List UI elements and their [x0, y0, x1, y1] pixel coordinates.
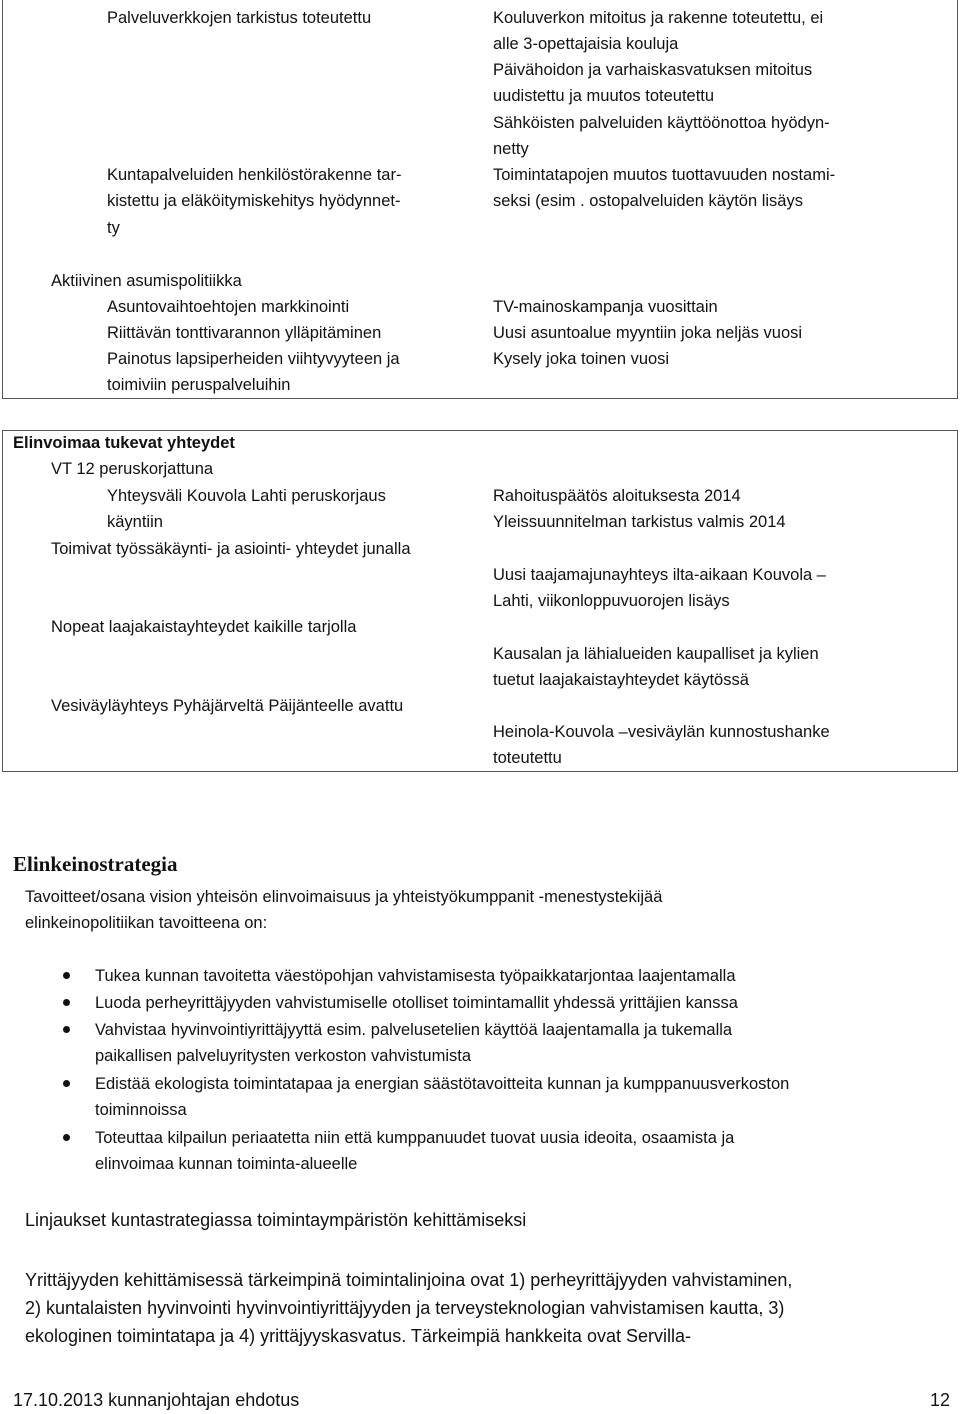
bullet-dot	[63, 972, 70, 979]
bullet-dot	[63, 999, 70, 1006]
yhteysvali-left-1: Yhteysväli Kouvola Lahti peruskorjaus	[107, 487, 386, 505]
asumis-item-3: Painotus lapsiperheiden viihtyvyyteen ja	[107, 350, 400, 368]
henkilosto-line-1: Kuntapalveluiden henkilöstörakenne tar-	[107, 166, 402, 184]
yhteysvali-right-1: Rahoituspäätös aloituksesta 2014	[493, 487, 741, 505]
yhteysvali-right-2: Yleissuunnitelman tarkistus valmis 2014	[493, 513, 786, 531]
bullet-4-line-2: toiminnoissa	[95, 1101, 187, 1119]
bullet-dot	[63, 1134, 70, 1141]
junalla-left: Toimivat työssäkäynti- ja asiointi- yhteydet junalla	[51, 540, 411, 558]
paragraph-line-1: Yrittäjyyden kehittämisessä tärkeimpinä toimintalinjoina ovat 1) perheyrittäjyyden vahvistaminen,	[25, 1270, 793, 1290]
bullet-4-line-1: Edistää ekologista toimintatapaa ja energian säästötavoitteita kunnan ja kumppanuusverkoston	[95, 1075, 790, 1093]
bullet-5-line-2: elinvoimaa kunnan toiminta-alueelle	[95, 1155, 358, 1173]
junalla-right-2: Lahti, viikonloppuvuorojen lisäys	[493, 592, 730, 610]
bullet-5-line-1: Toteuttaa kilpailun periaatetta niin että kumppanuudet tuovat uusia ideoita, osaamista ja	[95, 1129, 735, 1147]
bullet-1-line-1: Tukea kunnan tavoitetta väestöpohjan vahvistamisesta työpaikkatarjontaa laajentamalla	[95, 967, 736, 985]
asumis-outcome-3: Kysely joka toinen vuosi	[493, 350, 670, 368]
connections-title: Elinvoimaa tukevat yhteydet	[13, 434, 235, 452]
bullet-3-line-1: Vahvistaa hyvinvointiyrittäjyyttä esim. palvelusetelien käyttöä laajentamalla ja tukemalla	[95, 1021, 733, 1039]
asumis-outcome-1: TV-mainoskampanja vuosittain	[493, 298, 718, 316]
bullet-3-line-2: paikallisen palveluyritysten verkoston vahvistumista	[95, 1047, 472, 1065]
vesivayla-right-2: toteutettu	[493, 749, 562, 767]
henkilosto-line-3: ty	[107, 219, 120, 237]
junalla-right-1: Uusi taajamajunayhteys ilta-aikaan Kouvola –	[493, 566, 826, 584]
intro-line-1: Tavoitteet/osana vision yhteisön elinvoimaisuus ja yhteistyökumppanit -menestystekijää	[25, 888, 663, 906]
bullet-dot	[63, 1026, 70, 1033]
outcome-line-8: seksi (esim . ostopalveluiden käytön lisäys	[493, 192, 803, 210]
outcome-line-3: Päivähoidon ja varhaiskasvatuksen mitoitus	[493, 61, 813, 79]
palveluverkko-text: Palveluverkkojen tarkistus toteutettu	[107, 9, 372, 27]
asumis-outcome-2: Uusi asuntoalue myyntiin joka neljäs vuosi	[493, 324, 803, 342]
laajakaista-right-2: tuetut laajakaistayhteydet käytössä	[493, 671, 749, 689]
bullet-2-line-1: Luoda perheyrittäjyyden vahvistumiselle otolliset toimintamallit yhdessä yrittäjien kanssa	[95, 994, 738, 1012]
outcome-line-4: uudistettu ja muutos toteutettu	[493, 87, 715, 105]
outcome-line-5: Sähköisten palveluiden käyttöönottoa hyödyn-	[493, 114, 830, 132]
vesivayla-left: Vesiväyläyhteys Pyhäjärveltä Päijänteelle avattu	[51, 697, 404, 715]
footer-date: 17.10.2013 kunnanjohtajan ehdotus	[13, 1390, 300, 1410]
paragraph-line-3: ekologinen toimintatapa ja 4) yrittäjyyskasvatus. Tärkeimpiä hankkeita ovat Servilla-	[25, 1326, 691, 1346]
bullet-dot	[63, 1080, 70, 1087]
asumispolitiikka-title: Aktiivinen asumispolitiikka	[51, 272, 242, 290]
intro-line-2: elinkeinopolitiikan tavoitteena on:	[25, 914, 268, 932]
paragraph-line-2: 2) kuntalaisten hyvinvointi hyvinvointiyrittäjyyden ja terveysteknologian vahvistamisen kautta, 3)	[25, 1298, 785, 1318]
outcome-line-7: Toimintatapojen muutos tuottavuuden nostami-	[493, 166, 836, 184]
henkilosto-line-2: kistettu ja eläköitymiskehitys hyödynnet-	[107, 192, 401, 210]
laajakaista-left: Nopeat laajakaistayhteydet kaikille tarjolla	[51, 618, 357, 636]
asumis-item-2: Riittävän tonttivarannon ylläpitäminen	[107, 324, 382, 342]
asumis-item-1: Asuntovaihtoehtojen markkinointi	[107, 298, 350, 316]
yhteysvali-left-2: käyntiin	[107, 513, 163, 531]
outcome-line-1: Kouluverkon mitoitus ja rakenne toteutettu, ei	[493, 9, 824, 27]
vt12-text: VT 12 peruskorjattuna	[51, 460, 214, 478]
asumis-item-4: toimiviin peruspalveluihin	[107, 376, 291, 394]
outcome-line-2: alle 3-opettajaisia kouluja	[493, 35, 679, 53]
vesivayla-right-1: Heinola-Kouvola –vesiväylän kunnostushanke	[493, 723, 830, 741]
section-heading: Elinkeinostrategia	[13, 852, 178, 876]
page-number: 12	[930, 1390, 951, 1410]
subheading: Linjaukset kuntastrategiassa toimintaympäristön kehittämiseksi	[25, 1210, 527, 1230]
outcome-line-6: netty	[493, 140, 529, 158]
laajakaista-right-1: Kausalan ja lähialueiden kaupalliset ja kylien	[493, 645, 819, 663]
